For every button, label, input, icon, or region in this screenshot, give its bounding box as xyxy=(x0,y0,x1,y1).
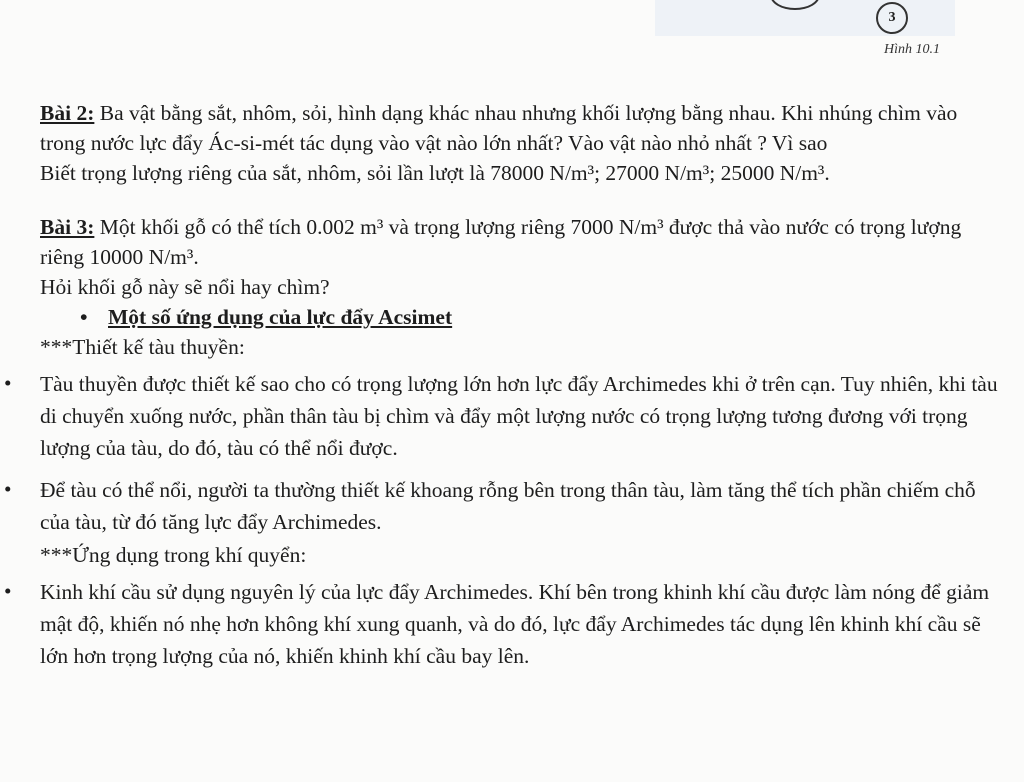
exercise-2-paragraph xyxy=(40,98,1005,158)
exercise-3-paragraph xyxy=(40,212,1005,272)
bullet-icon: • xyxy=(4,477,12,501)
exercise-2-data-line: Biết trọng lượng riêng của sắt, nhôm, sỏi lần lượt là 78000 N/m³; 27000 N/m³; 25000 N/m³. xyxy=(40,161,830,185)
subheading-ship-design: ***Thiết kế tàu thuyền: xyxy=(40,335,245,359)
list-item-ship-1 xyxy=(4,368,1005,464)
exercise-2 xyxy=(40,98,1005,188)
section-heading xyxy=(80,302,1005,332)
list-item-balloon xyxy=(4,576,1005,672)
exercise-3 xyxy=(40,212,1005,302)
figure-number-circle: 3 xyxy=(876,2,908,34)
list-item-text: Để tàu có thể nổi, người ta thường thiết kế khoang rỗng bên trong thân tàu, làm tăng thể tích phần chiếm chỗ của tàu, từ đó tăng lực đẩy Archimedes. xyxy=(40,478,976,534)
figure-caption: Hình 10.1 xyxy=(884,42,940,57)
list-item-text: Tàu thuyền được thiết kế sao cho có trọng lượng lớn hơn lực đẩy Archimedes khi ở trên cạn. Tuy nhiên, khi tàu di chuyển xuống nước, phần thân tàu bị chìm và đẩy một lượng nước có trọng lượng tương đương với trọng lượng của tàu, do đó, tàu có thể nổi được. xyxy=(40,372,998,460)
exercise-2-label: Bài 2: xyxy=(40,101,95,125)
document-body xyxy=(4,98,1005,672)
bullet-icon: • xyxy=(80,305,88,329)
exercise-3-label: Bài 3: xyxy=(40,215,95,239)
list-item-ship-2 xyxy=(4,474,1005,538)
exercise-3-text: Một khối gỗ có thể tích 0.002 m³ và trọng lượng riêng 7000 N/m³ được thả vào nước có trọng lượng riêng 10000 N/m³. xyxy=(40,215,962,269)
bullet-icon: • xyxy=(4,371,12,395)
section-heading-text: Một số ứng dụng của lực đẩy Acsimet xyxy=(108,305,453,329)
exercise-3-question: Hỏi khối gỗ này sẽ nổi hay chìm? xyxy=(40,275,330,299)
subheading-atmosphere: ***Ứng dụng trong khí quyển: xyxy=(40,543,307,567)
list-item-text: Kinh khí cầu sử dụng nguyên lý của lực đẩy Archimedes. Khí bên trong khinh khí cầu được làm nóng để giảm mật độ, khiến nó nhẹ hơn không khí xung quanh, và do đó, lực đẩy Archimedes tác dụng lên khinh khí cầu sẽ lớn hơn trọng lượng của nó, khiến khinh khí cầu bay lên. xyxy=(40,580,990,668)
exercise-2-text: Ba vật bằng sắt, nhôm, sỏi, hình dạng khác nhau nhưng khối lượng bằng nhau. Khi nhúng chìm vào trong nước lực đẩy Ác-si-mét tác dụng vào vật nào lớn nhất? Vào vật nào nhỏ nhất ? Vì sao xyxy=(40,101,958,155)
bullet-icon: • xyxy=(4,579,12,603)
